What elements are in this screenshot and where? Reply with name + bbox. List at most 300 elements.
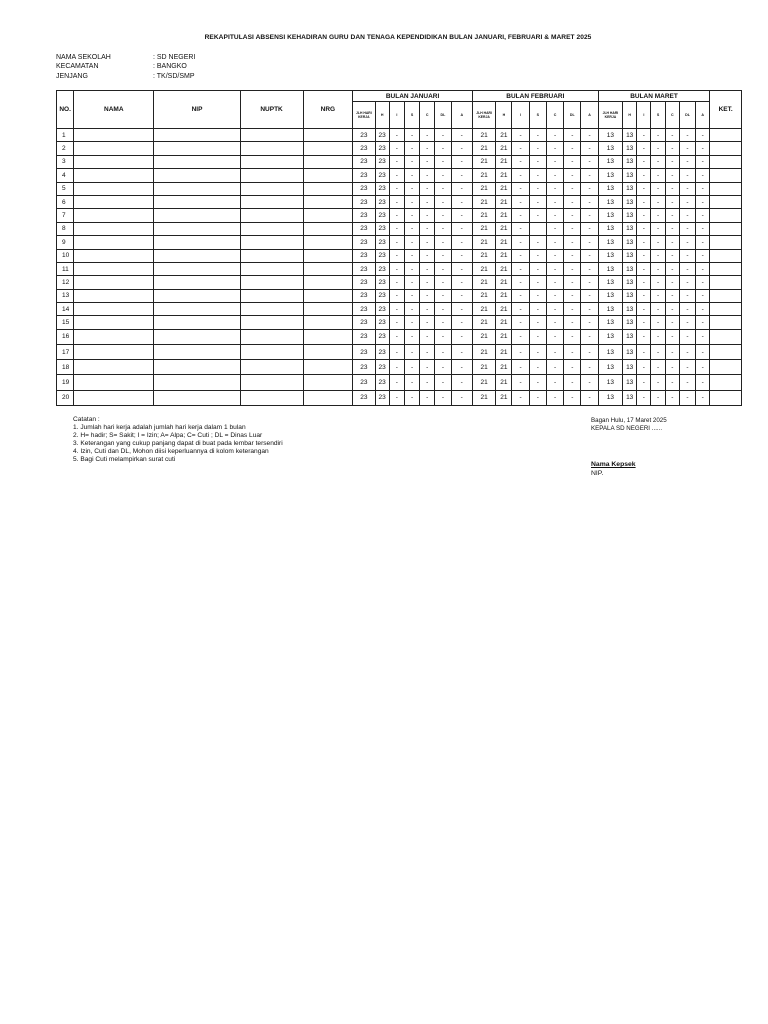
cell-nip[interactable] (154, 195, 240, 208)
cell-nip[interactable] (154, 303, 240, 316)
cell-nuptk[interactable] (240, 142, 303, 155)
cell-jan-0: 23 (353, 329, 375, 344)
table-row (57, 249, 742, 262)
cell-mar-1: 13 (623, 360, 637, 375)
cell-mar-4: - (665, 236, 679, 249)
cell-jan-2: - (389, 142, 404, 155)
cell-mar-1: 13 (623, 222, 637, 235)
cell-nrg[interactable] (303, 169, 353, 182)
row-number: 9 (57, 236, 74, 249)
cell-jan-2: - (389, 360, 404, 375)
cell-jan-4: - (420, 236, 435, 249)
cell-nuptk[interactable] (240, 329, 303, 344)
cell-nuptk[interactable] (240, 129, 303, 142)
cell-nrg[interactable] (303, 142, 353, 155)
cell-feb-0: 21 (472, 236, 495, 249)
cell-mar-6: - (696, 249, 710, 262)
info-label: JENJANG (56, 72, 88, 80)
cell-feb-1: 21 (496, 390, 512, 405)
cell-feb-4: - (546, 249, 563, 262)
cell-mar-2: - (637, 360, 651, 375)
cell-feb-1: 21 (496, 276, 512, 289)
cell-feb-2: - (512, 303, 529, 316)
cell-nip[interactable] (154, 345, 240, 360)
cell-nama[interactable] (74, 155, 154, 168)
cell-nuptk[interactable] (240, 195, 303, 208)
cell-nama[interactable] (74, 222, 154, 235)
cell-nuptk[interactable] (240, 345, 303, 360)
cell-feb-2: - (512, 262, 529, 275)
cell-nrg[interactable] (303, 195, 353, 208)
cell-ket[interactable] (710, 249, 742, 262)
cell-ket[interactable] (710, 222, 742, 235)
document-title: REKAPITULASI ABSENSI KEHADIRAN GURU DAN TENAGA KEPENDIDIKAN BULAN JANUARI, FEBRUARI & MARET 2025 (204, 34, 592, 41)
cell-jan-2: - (389, 276, 404, 289)
cell-nuptk[interactable] (240, 155, 303, 168)
cell-jan-0: 23 (353, 303, 375, 316)
cell-nrg[interactable] (303, 303, 353, 316)
cell-nrg[interactable] (303, 329, 353, 344)
subheader-march-i: I (637, 102, 651, 129)
cell-nama[interactable] (74, 303, 154, 316)
cell-mar-1: 13 (623, 142, 637, 155)
cell-mar-1: 13 (623, 209, 637, 222)
cell-feb-0: 21 (472, 276, 495, 289)
cell-ket[interactable] (710, 195, 742, 208)
cell-jan-3: - (404, 129, 419, 142)
cell-mar-3: - (651, 289, 665, 302)
cell-feb-0: 21 (472, 375, 495, 390)
cell-nrg[interactable] (303, 236, 353, 249)
subheader-march-a: A (696, 102, 710, 129)
cell-feb-5: - (564, 129, 581, 142)
cell-jan-4: - (420, 249, 435, 262)
cell-feb-0: 21 (472, 222, 495, 235)
signature-name: Nama Kepsek (591, 461, 636, 468)
cell-jan-2: - (389, 155, 404, 168)
cell-mar-4: - (665, 329, 679, 344)
info-value: : BANGKO (153, 63, 187, 71)
cell-nrg[interactable] (303, 249, 353, 262)
cell-jan-0: 23 (353, 236, 375, 249)
info-row-level (56, 72, 195, 81)
cell-mar-3: - (651, 262, 665, 275)
cell-nip[interactable] (154, 209, 240, 222)
cell-feb-3: - (529, 195, 546, 208)
cell-nama[interactable] (74, 390, 154, 405)
table-row (57, 155, 742, 168)
cell-nip[interactable] (154, 169, 240, 182)
cell-mar-1: 13 (623, 375, 637, 390)
cell-mar-0: 13 (598, 155, 622, 168)
cell-nrg[interactable] (303, 222, 353, 235)
cell-feb-2: - (512, 276, 529, 289)
cell-mar-3: - (651, 329, 665, 344)
cell-nip[interactable] (154, 360, 240, 375)
cell-jan-4: - (420, 390, 435, 405)
cell-jan-5: - (435, 169, 451, 182)
cell-mar-2: - (637, 390, 651, 405)
cell-jan-6: - (451, 276, 472, 289)
cell-nrg[interactable] (303, 316, 353, 329)
cell-ket[interactable] (710, 329, 742, 344)
cell-ket[interactable] (710, 129, 742, 142)
cell-jan-1: 23 (375, 345, 389, 360)
cell-mar-0: 13 (598, 360, 622, 375)
cell-nama[interactable] (74, 236, 154, 249)
subheader-march-s: S (651, 102, 665, 129)
cell-feb-3: - (529, 155, 546, 168)
cell-jan-0: 23 (353, 209, 375, 222)
cell-mar-3: - (651, 360, 665, 375)
cell-mar-1: 13 (623, 289, 637, 302)
cell-feb-3: - (529, 169, 546, 182)
cell-mar-0: 13 (598, 329, 622, 344)
cell-nama[interactable] (74, 182, 154, 195)
cell-feb-0: 21 (472, 155, 495, 168)
cell-mar-5: - (679, 209, 695, 222)
cell-feb-1: 21 (496, 195, 512, 208)
cell-nama[interactable] (74, 209, 154, 222)
cell-feb-2: - (512, 375, 529, 390)
cell-mar-1: 13 (623, 345, 637, 360)
cell-nama[interactable] (74, 142, 154, 155)
cell-feb-4: - (546, 360, 563, 375)
cell-feb-5: - (564, 303, 581, 316)
cell-mar-3: - (651, 390, 665, 405)
table-row (57, 222, 742, 235)
cell-nip[interactable] (154, 249, 240, 262)
cell-jan-4: - (420, 155, 435, 168)
cell-mar-1: 13 (623, 155, 637, 168)
cell-mar-0: 13 (598, 345, 622, 360)
cell-ket[interactable] (710, 209, 742, 222)
cell-nip[interactable] (154, 276, 240, 289)
cell-mar-6: - (696, 316, 710, 329)
cell-jan-5: - (435, 209, 451, 222)
row-number: 7 (57, 209, 74, 222)
cell-feb-4: - (546, 236, 563, 249)
cell-mar-3: - (651, 303, 665, 316)
cell-feb-2: - (512, 390, 529, 405)
cell-ket[interactable] (710, 303, 742, 316)
table-row (57, 182, 742, 195)
cell-nip[interactable] (154, 316, 240, 329)
cell-ket[interactable] (710, 142, 742, 155)
cell-mar-0: 13 (598, 129, 622, 142)
cell-ket[interactable] (710, 316, 742, 329)
cell-feb-5: - (564, 329, 581, 344)
cell-ket[interactable] (710, 390, 742, 405)
cell-feb-0: 21 (472, 303, 495, 316)
cell-jan-2: - (389, 390, 404, 405)
cell-mar-2: - (637, 195, 651, 208)
subheader-january-a: A (451, 102, 472, 129)
cell-mar-4: - (665, 182, 679, 195)
cell-ket[interactable] (710, 345, 742, 360)
cell-nuptk[interactable] (240, 289, 303, 302)
cell-nama[interactable] (74, 375, 154, 390)
row-number: 8 (57, 222, 74, 235)
cell-nama[interactable] (74, 360, 154, 375)
cell-mar-1: 13 (623, 249, 637, 262)
cell-nrg[interactable] (303, 390, 353, 405)
cell-jan-0: 23 (353, 182, 375, 195)
cell-mar-6: - (696, 155, 710, 168)
cell-nrg[interactable] (303, 155, 353, 168)
cell-ket[interactable] (710, 155, 742, 168)
cell-mar-1: 13 (623, 129, 637, 142)
cell-feb-6: - (581, 276, 598, 289)
cell-feb-6: - (581, 289, 598, 302)
cell-feb-5: - (564, 182, 581, 195)
cell-nama[interactable] (74, 345, 154, 360)
cell-mar-4: - (665, 276, 679, 289)
subheader-february-i: I (512, 102, 529, 129)
cell-mar-4: - (665, 249, 679, 262)
table-row (57, 195, 742, 208)
cell-nuptk[interactable] (240, 249, 303, 262)
cell-feb-4: - (546, 129, 563, 142)
cell-nip[interactable] (154, 289, 240, 302)
cell-nuptk[interactable] (240, 303, 303, 316)
cell-nuptk[interactable] (240, 182, 303, 195)
cell-nuptk[interactable] (240, 209, 303, 222)
cell-mar-6: - (696, 236, 710, 249)
cell-nuptk[interactable] (240, 360, 303, 375)
cell-jan-6: - (451, 390, 472, 405)
cell-mar-2: - (637, 209, 651, 222)
cell-feb-3: - (529, 375, 546, 390)
cell-jan-2: - (389, 316, 404, 329)
cell-nama[interactable] (74, 289, 154, 302)
cell-feb-4: - (546, 142, 563, 155)
row-number: 3 (57, 155, 74, 168)
cell-jan-5: - (435, 249, 451, 262)
cell-nuptk[interactable] (240, 375, 303, 390)
cell-ket[interactable] (710, 360, 742, 375)
cell-feb-4: - (546, 329, 563, 344)
cell-nama[interactable] (74, 129, 154, 142)
cell-jan-1: 23 (375, 209, 389, 222)
cell-nrg[interactable] (303, 129, 353, 142)
row-number: 12 (57, 276, 74, 289)
cell-jan-1: 23 (375, 303, 389, 316)
cell-jan-5: - (435, 303, 451, 316)
cell-mar-0: 13 (598, 182, 622, 195)
cell-jan-3: - (404, 276, 419, 289)
cell-mar-5: - (679, 329, 695, 344)
header-nama: NAMA (74, 91, 154, 129)
header-nuptk: NUPTK (240, 91, 303, 129)
cell-nama[interactable] (74, 249, 154, 262)
cell-nip[interactable] (154, 236, 240, 249)
cell-mar-1: 13 (623, 236, 637, 249)
cell-jan-0: 23 (353, 142, 375, 155)
cell-feb-4: - (546, 155, 563, 168)
cell-nrg[interactable] (303, 182, 353, 195)
cell-feb-6: - (581, 155, 598, 168)
cell-jan-5: - (435, 360, 451, 375)
cell-feb-4: - (546, 182, 563, 195)
cell-feb-6: - (581, 249, 598, 262)
cell-mar-3: - (651, 345, 665, 360)
row-number: 14 (57, 303, 74, 316)
cell-mar-3: - (651, 375, 665, 390)
cell-jan-3: - (404, 375, 419, 390)
cell-jan-6: - (451, 195, 472, 208)
cell-ket[interactable] (710, 289, 742, 302)
school-info (56, 53, 195, 81)
table-row (57, 390, 742, 405)
cell-jan-5: - (435, 390, 451, 405)
cell-nrg[interactable] (303, 276, 353, 289)
cell-feb-6: - (581, 236, 598, 249)
cell-feb-1: 21 (496, 249, 512, 262)
signature-nip: NIP. (591, 470, 604, 477)
cell-nrg[interactable] (303, 360, 353, 375)
cell-mar-0: 13 (598, 289, 622, 302)
cell-feb-2: - (512, 236, 529, 249)
cell-jan-6: - (451, 316, 472, 329)
cell-feb-2: - (512, 142, 529, 155)
cell-nuptk[interactable] (240, 169, 303, 182)
cell-nama[interactable] (74, 262, 154, 275)
cell-ket[interactable] (710, 262, 742, 275)
cell-nama[interactable] (74, 169, 154, 182)
cell-ket[interactable] (710, 375, 742, 390)
cell-jan-4: - (420, 209, 435, 222)
subheader-january-c: C (420, 102, 435, 129)
cell-mar-5: - (679, 129, 695, 142)
cell-nrg[interactable] (303, 375, 353, 390)
cell-mar-0: 13 (598, 303, 622, 316)
cell-nuptk[interactable] (240, 222, 303, 235)
cell-jan-0: 23 (353, 390, 375, 405)
cell-feb-0: 21 (472, 195, 495, 208)
cell-nama[interactable] (74, 195, 154, 208)
cell-jan-6: - (451, 182, 472, 195)
cell-jan-6: - (451, 129, 472, 142)
cell-nip[interactable] (154, 329, 240, 344)
cell-jan-2: - (389, 303, 404, 316)
cell-jan-3: - (404, 390, 419, 405)
cell-nip[interactable] (154, 262, 240, 275)
cell-mar-2: - (637, 169, 651, 182)
cell-jan-6: - (451, 329, 472, 344)
row-number: 18 (57, 360, 74, 375)
cell-jan-0: 23 (353, 129, 375, 142)
cell-nuptk[interactable] (240, 276, 303, 289)
cell-mar-1: 13 (623, 303, 637, 316)
header-month-march: BULAN MARET (598, 91, 710, 102)
cell-nuptk[interactable] (240, 262, 303, 275)
cell-jan-1: 23 (375, 142, 389, 155)
cell-feb-3: - (529, 236, 546, 249)
cell-nama[interactable] (74, 316, 154, 329)
cell-jan-2: - (389, 236, 404, 249)
cell-nrg[interactable] (303, 209, 353, 222)
cell-nip[interactable] (154, 375, 240, 390)
cell-nrg[interactable] (303, 289, 353, 302)
cell-jan-5: - (435, 262, 451, 275)
cell-nrg[interactable] (303, 262, 353, 275)
cell-feb-0: 21 (472, 142, 495, 155)
table-row (57, 316, 742, 329)
cell-mar-6: - (696, 329, 710, 344)
cell-nip[interactable] (154, 222, 240, 235)
cell-nuptk[interactable] (240, 390, 303, 405)
cell-feb-0: 21 (472, 169, 495, 182)
cell-nip[interactable] (154, 155, 240, 168)
cell-nuptk[interactable] (240, 316, 303, 329)
cell-feb-6: - (581, 329, 598, 344)
cell-feb-2: - (512, 222, 529, 235)
cell-ket[interactable] (710, 169, 742, 182)
cell-mar-2: - (637, 329, 651, 344)
cell-jan-6: - (451, 360, 472, 375)
subheader-february-h: H (496, 102, 512, 129)
cell-nip[interactable] (154, 129, 240, 142)
cell-nip[interactable] (154, 142, 240, 155)
cell-feb-5: - (564, 276, 581, 289)
cell-jan-1: 23 (375, 316, 389, 329)
cell-mar-5: - (679, 276, 695, 289)
cell-ket[interactable] (710, 276, 742, 289)
cell-jan-5: - (435, 316, 451, 329)
cell-nip[interactable] (154, 182, 240, 195)
cell-nip[interactable] (154, 390, 240, 405)
cell-nrg[interactable] (303, 345, 353, 360)
cell-ket[interactable] (710, 182, 742, 195)
cell-jan-3: - (404, 262, 419, 275)
cell-feb-0: 21 (472, 182, 495, 195)
cell-jan-3: - (404, 289, 419, 302)
cell-ket[interactable] (710, 236, 742, 249)
cell-jan-6: - (451, 209, 472, 222)
table-body (57, 129, 742, 406)
cell-nama[interactable] (74, 329, 154, 344)
cell-feb-5: - (564, 262, 581, 275)
cell-jan-5: - (435, 129, 451, 142)
subheader-march-c: C (665, 102, 679, 129)
cell-feb-3: - (529, 390, 546, 405)
cell-mar-2: - (637, 182, 651, 195)
subheader-january-h: H (375, 102, 389, 129)
cell-jan-3: - (404, 360, 419, 375)
cell-mar-5: - (679, 360, 695, 375)
cell-mar-3: - (651, 182, 665, 195)
cell-feb-6: - (581, 169, 598, 182)
cell-nama[interactable] (74, 276, 154, 289)
subheader-february-s: S (529, 102, 546, 129)
cell-mar-2: - (637, 375, 651, 390)
cell-mar-6: - (696, 209, 710, 222)
row-number: 6 (57, 195, 74, 208)
cell-mar-4: - (665, 316, 679, 329)
cell-mar-2: - (637, 289, 651, 302)
cell-mar-6: - (696, 276, 710, 289)
cell-mar-5: - (679, 390, 695, 405)
cell-mar-6: - (696, 129, 710, 142)
cell-nuptk[interactable] (240, 236, 303, 249)
header-ket: KET. (710, 91, 742, 129)
cell-jan-3: - (404, 303, 419, 316)
cell-jan-5: - (435, 195, 451, 208)
cell-feb-6: - (581, 345, 598, 360)
cell-jan-5: - (435, 222, 451, 235)
cell-mar-5: - (679, 249, 695, 262)
